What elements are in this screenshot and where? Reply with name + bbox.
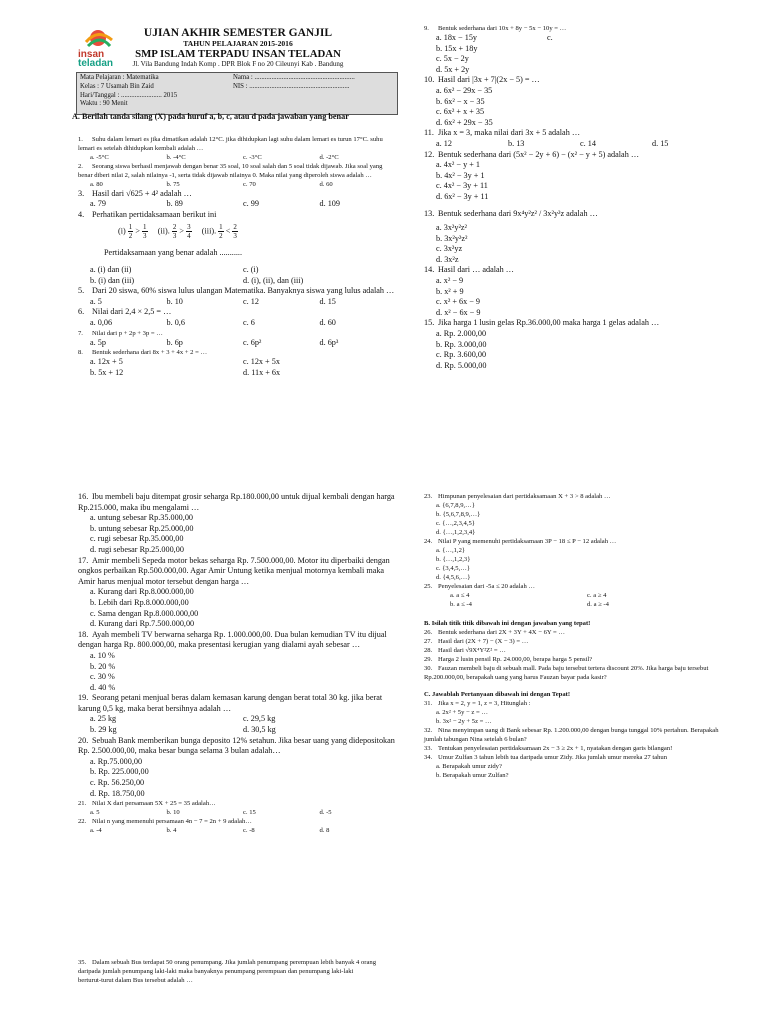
question-31: 31. Jika x = 2, y = 1, z = 3, Hitunglah : <box>424 700 531 707</box>
question-8: 8. Bentuk sederhana dari 8x + 3 + 4x + 2 = … <box>78 349 208 357</box>
info-name: Nama : ........................................................... <box>233 74 355 81</box>
student-info-box <box>76 72 398 115</box>
exam-title: UJIAN AKHIR SEMESTER GANJIL <box>143 27 333 39</box>
school-name: SMP ISLAM TERPADU INSAN TELADAN <box>135 48 341 60</box>
info-nis: NIS : ........................................................... <box>233 82 350 90</box>
question-17: 17. Amir membeli Sepeda motor bekas seharga Rp. 7.500.000,00. Motor itu diperbaiki dengan ongkos perbaikan Rp.500.000,00. Agar Amir Untung ketika menjual motornya kembali maka Amir harus menjual motor tersebut dengan harga … <box>78 555 390 586</box>
inequality-list: (i) $\frac{1}{2}$ > $\frac{1}{3}$ (ii). $\frac{2}{3}$ > $\frac{3}{4}$ (iii). $\frac{1}{2}$ < $\frac{2}{3}$ <box>118 223 237 241</box>
question-11: 11. Jika x = 3, maka nilai dari 3x + 5 adalah … <box>424 128 581 138</box>
questions-16-22: 16. Ibu membeli baju ditempat grosir seharga Rp.180.000,00 untuk dijual kembali dengan harga Rp.215.000, maka ibu mengalami … a. untung sebesar Rp.35.000,00 b. untung sebesar Rp.25.000,00 c. rugi sebesar Rp.35.000,00 d. rugi sebesar Rp.25.000,00 17. Amir membeli Sepeda motor bekas seharga Rp. 7.500.000,00. Motor itu diperbaiki dengan ongkos perbaikan Rp.500.000,00. Agar Amir Untung ketika menjual motornya kembali maka Amir harus menjual motor tersebut dengan harga … a. Kurang dari Rp.8.000.000,00 b. Lebih dari Rp.8.000.000,00 c. Sama dengan Rp.8.000.000,00 d. Kurang dari Rp.7.500.000,00 18. Ayah membeli TV berwarna seharga Rp. 1.000.000,00. Dua bulan kemudian TV itu dijual dengan harga Rp. 800.000,00, maka presentasi kerugian yang dialami ayah sebesar … a. 10 % b. 20 % c. 30 % d. 40 % 19. Seorang petani menjual beras dalam kemasan karung dengan berat total 30 kg. jika berat karung 0,5 kg, maka berat bersihnya adalah … a. 25 kg c. 29,5 kg b. 29 kg d. 30,5 kg 20. Sebuah Bank memberikan bunga deposito 12% setahun. Jika besar uang yang didepositokan Rp. 2.500.000,00, maka besar bunga selama 3 bulan adalah… a. Rp.75.000,00 b. Rp. 225.000,00 c. Rp. 56.250,00 d. Rp. 18.750,00 21. Nilai X dari persamaan 5X + 25 = 35 adalah… a. 5 b. 10 c. 15 d. -5 22. Nilai n yang memenuhi persamaan 4n − 7 = 2n + 9 adalah… a. -4 b. 4 c. -8 d. 8 <box>78 492 395 835</box>
logo-text-1: insan <box>78 49 105 60</box>
question-22: 22. Nilai n yang memenuhi persamaan 4n − 7 = 2n + 9 adalah… <box>78 818 252 826</box>
questions-23-34: 23. Himpunan penyelesaian dari pertidaksamaan X + 3 > 8 adalah … a. {6,7,8,9,…} b. {5,6,7,8,9,…} c. {…,2,3,4,5} d. {…,1,2,3,4} 24. Nilai P yang memenuhi pertidaksamaan 3P − 18 ≤ P − 12 adalah … a. {…,1,2} b. {…,1,2,3} c. {3,4,5,…} d. {4,5,6,…} 25. Penyelesaian dari -5a ≤ 20 adalah … a. a ≤ 4 c. a ≥ 4 b. a ≤ -4 d. a ≥ -4 B. Isilah titik titik dibawah ini dengan jawaban yang tepat! 26. Bentuk sederhana dari 2X + 3Y + 4X − 6Y = … 27. Hasil dari (2X + 7) − (X − 3) = … 28. Hasil dari √9X⁴Y²Z² = … 29. Harga 2 lusin pensil Rp. 24.000,00, berapa harga 5 pensil? 30. Fauzan membeli baju di sebuah mall. Pada baju tersebut tertera discount 20%. Jika harga baju tersebut Rp.200.000,00, berapakah uang yang harus Fauzan bayar pada kasir? C. Jawablah Pertanyaan dibawah ini dengan Tepat! 31. Jika x = 2, y = 1, z = 3, Hitunglah : a. 2x² + 5y − z = … b. 3x² − 2y + 5z = … 32. Nina menyimpan uang di Bank sebesar Rp. 1.200.000,00 dengan bunga tunggal 10% pertahun. Berapakah jumlah tabungan Nina setelah 6 bulan? 33. Tentukan penyelesaian pertidaksamaan 2x − 3 ≥ 2x + 1, nyatakan dengan garis bilangan! 34. Umur Zulfan 3 tahun lebih tua daripada umur Zidy. Jika jumlah umur mereka 27 tahun a. Berapakah umur zidy? b. Berapakah umur Zulfan? <box>424 492 724 780</box>
section-b-instruction: B. Isilah titik titik dibawah ini dengan jawaban yang tepat! <box>424 620 591 627</box>
question-21: 21. Nilai X dari persamaan 5X + 25 = 35 adalah… <box>78 800 216 808</box>
document-header <box>78 27 398 68</box>
school-address: Jl. Vila Bandung Indah Komp . DPR Blok F no 20 Cileunyi Kab . Bandung <box>132 60 344 68</box>
school-year: TAHUN PELAJARAN 2015-2016 <box>183 39 293 48</box>
question-23: 23. Himpunan penyelesaian dari pertidaksamaan X + 3 > 8 adalah … <box>424 493 611 500</box>
info-date: Hari/Tanggal : ........................ 2015 <box>80 91 178 99</box>
question-28: 28. Hasil dari √9X⁴Y²Z² = … <box>424 647 506 654</box>
question-7: 7. Nilai dari p + 2p + 3p = … <box>78 329 163 337</box>
question-32: 32. Nina menyimpan uang di Bank sebesar Rp. 1.200.000,00 dengan bunga tunggal 10% pertahun. Berapakah jumlah tabungan Nina setelah 6 bulan? <box>424 727 719 743</box>
question-14: 14. Hasil dari … adalah … <box>424 265 514 275</box>
question-26: 26. Bentuk sederhana dari 2X + 3Y + 4X − 6Y = … <box>424 629 566 636</box>
question-20: 20. Sebuah Bank memberikan bunga deposito 12% setahun. Jika besar uang yang didepositokan Rp. 2.500.000,00, maka besar bunga selama 3 bulan adalah… <box>78 735 395 756</box>
question-5: 5. Dari 20 siswa, 60% siswa lulus ulangan Matematika. Banyaknya siswa yang lulus adalah … <box>78 286 395 296</box>
logo-text-2: teladan <box>78 58 114 69</box>
question-13: 13. Bentuk sederhana dari 9x⁴y²z² / 3x²y²z adalah … <box>424 208 598 218</box>
question-3: 3. Hasil dari √625 + 4² adalah … <box>78 188 192 198</box>
question-2: 2. Seorang siswa berhasil menjawab dengan benar 35 soal, 10 soal salah dan 5 soal tidak dijawab. Jika soal yang benar diberi nilai 2, salah nilainya -1, serta tidak dijawab nilainya 0. Maka nilai yang diperoleh siswa adalah … <box>78 162 383 179</box>
question-34: 34. Umur Zulfan 3 tahun lebih tua daripada umur Zidy. Jika jumlah umur mereka 27 tahun <box>424 754 668 761</box>
question-25: 25. Penyelesaian dari -5a ≤ 20 adalah … <box>424 583 535 590</box>
question-30: 30. Fauzan membeli baju di sebuah mall. Pada baju tersebut tertera discount 20%. Jika harga baju tersebut Rp.200.000,00, berapakah uang yang harus Fauzan bayar pada kasir? <box>424 665 709 681</box>
section-c-instruction: C. Jawablah Pertanyaan dibawah ini dengan Tepat! <box>424 691 571 698</box>
question-19: 19. Seorang petani menjual beras dalam kemasan karung dengan berat total 30 kg. jika berat karung 0,5 kg, maka berat bersihnya adalah … <box>78 693 383 713</box>
question-29: 29. Harga 2 lusin pensil Rp. 24.000,00, berapa harga 5 pensil? <box>424 656 593 663</box>
info-class: Kelas : 7 Usamah Bin Zaid <box>80 82 154 90</box>
question-10: 10. Hasil dari |3x + 7|(2x − 5) = … <box>424 75 540 85</box>
question-27: 27. Hasil dari (2X + 7) − (X − 3) = … <box>424 638 529 645</box>
question-1: 1. Suhu dalam lemari es jika dimatikan adalah 12°C. jika dihidupkan lagi suhu dalam lemari es turun 17°C. suhu lemari es setelah dihidupkan kembali adalah … <box>78 135 383 152</box>
question-6: 6. Nilai dari 2,4 × 2,5 = … <box>78 307 172 317</box>
section-a-instruction: A. Berilah tanda silang (X) pada huruf a, b, c, atau d pada jawaban yang benar <box>72 112 349 121</box>
question-16: 16. Ibu membeli baju ditempat grosir seharga Rp.180.000,00 untuk dijual kembali dengan harga Rp.215.000, maka ibu mengalami … <box>78 492 395 512</box>
question-18: 18. Ayah membeli TV berwarna seharga Rp. 1.000.000,00. Dua bulan kemudian TV itu dijual dengan harga Rp. 800.000,00, maka presentasi kerugian yang dialami ayah sebesar … <box>78 629 387 650</box>
question-12: 12. Bentuk sederhana dari (5x² − 2y + 6) − (x² − y + 5) adalah … <box>424 149 640 159</box>
info-time: Waktu : 90 Menit <box>80 100 128 108</box>
question-24: 24. Nilai P yang memenuhi pertidaksamaan 3P − 18 ≤ P − 12 adalah … <box>424 538 617 545</box>
question-9: 9. Bentuk sederhana dari 10x + 8y − 5x − 10y = … <box>424 25 567 32</box>
question-15: 15. Jika harga 1 lusin gelas Rp.36.000,00 maka harga 1 gelas adalah … <box>424 318 660 328</box>
question-33: 33. Tentukan penyelesaian pertidaksamaan 2x − 3 ≥ 2x + 1, nyatakan dengan garis bilangan! <box>424 745 673 752</box>
info-subject: Mata Pelajaran : Matematika <box>80 74 159 81</box>
questions-9-15: 9. Bentuk sederhana dari 10x + 8y − 5x − 10y = … a. 18x − 15y c. b. 15x + 18y c. 5x − 2y d. 5x + 2y 10. Hasil dari |3x + 7|(2x − 5) = … a. 6x² − 29x − 35 b. 6x² − x − 35 c. 6x² + x + 35 d. 6x² + 29x − 35 11. Jika x = 3, maka nilai dari 3x + 5 adalah … a. 12 b. 13 c. 14 d. 15 12. Bentuk sederhana dari (5x² − 2y + 6) − (x² − y + 5) adalah … a. 4x² − y + 1 b. 4x² − 3y + 1 c. 4x² − 3y + 11 d. 6x² − 3y + 11 13. Bentuk sederhana dari 9x⁴y²z² / 3x²y²z adalah … a. 3x²y²z² b. 3x²y²z² c. 3x²yz d. 3x²z 14. Hasil dari … adalah … a. x² − 9 b. x² + 9 c. x² + 6x − 9 d. x² − 6x − 9 15. Jika harga 1 lusin gelas Rp.36.000,00 maka harga 1 gelas adalah … a. Rp. 2.000,00 b. Rp. 3.000,00 c. Rp. 3.600,00 d. Rp. 5.000,00 <box>424 24 724 371</box>
question-35: 35. Dalam sebuah Bus terdapat 50 orang penumpang. Jika jumlah penumpang perempuan lebih banyak 4 orang daripada jumlah penumpang laki-laki maka banyaknya penumpang perempuan dan penumpang laki-laki berturut-turut dalam Bus tersebut adalah … <box>78 959 377 984</box>
question-4: 4. Perhatikan pertidaksamaan berikut ini <box>78 209 217 219</box>
section-a: A. Berilah tanda silang (X) pada huruf a, b, c, atau d pada jawaban yang benar 1. Suhu dalam lemari es jika dimatikan adalah 12°C. jika dihidupkan lagi suhu dalam lemari es turun 17°C. suhu lemari es setelah dihidupkan kembali adalah … a. -5°C b. -4°C c. -3°C d. -2°C 2. Seorang siswa berhasil menjawab dengan benar 35 soal, 10 soal salah dan 5 soal tidak dijawab. Jika soal yang benar diberi nilai 2, salah nilainya -1, serta tidak dijawab nilainya 0. Maka nilai yang diperoleh siswa adalah … a. 80 b. 75 c. 70 d. 60 3. Hasil dari √625 + 4² adalah … a. 79 b. 89 c. 99 d. 109 4. Perhatikan pertidaksamaan berikut ini (i) $\frac{1}{2}$ > $\frac{1}{3}$ (ii). $\frac{2}{3}$ > $\frac{3}{4}$ (iii). $\frac{1}{2}$ < $\frac{2}{3}$ Pertidaksamaan yang benar adalah ........... a. (i) dan (ii) c. (i) b. (i) dan (iii) d. (i), (ii), dan (iii) 5. Dari 20 siswa, 60% siswa lulus ulangan Matematika. Banyaknya siswa yang lulus adalah … a. 5 b. 10 c. 12 d. 15 6. Nilai dari 2,4 × 2,5 = … a. 0,06 b. 0,6 c. 6 d. 60 7. Nilai dari p + 2p + 3p = … a. 5p b. 6p c. 6p² d. 6p³ 8. Bentuk sederhana dari 8x + 3 + 4x + 2 = … a. 12x + 5 c. 12x + 5x b. 5x + 12 d. 11x + 6x <box>72 112 395 377</box>
